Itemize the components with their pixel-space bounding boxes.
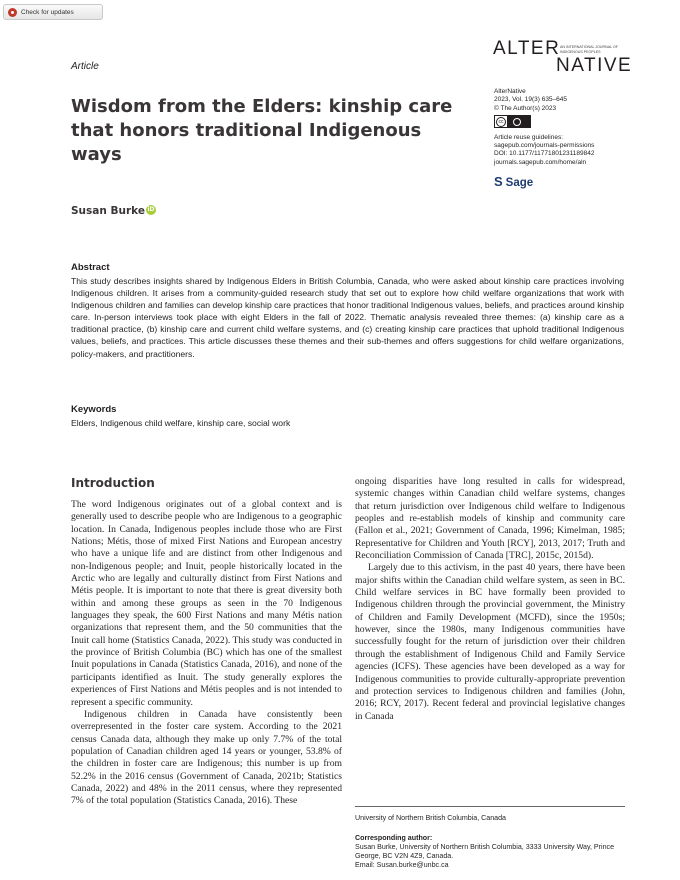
author-affiliation: University of Northern British Columbia, Canada [355,814,507,822]
paragraph: Indigenous children in Canada have consistently been overrepresented in the foster care system. According to the 2021 census Canada data, although they make up only 7.7% of the total population of Canadian children aged 14 years or younger, 53.8% of the children in foster care are Indigenous; this number is up from 52.2% in the 2016 census (Government of Canada, 2021b; Statistics Canada, 2022) and 48% in the 2011 census, where they represented 7% of the total population (Statistics Canada, 2016). These [71,708,342,807]
check-for-updates-label: Check for updates [21,9,74,16]
corresponding-author-email[interactable]: Email: Susan.burke@unbc.ca [355,861,449,870]
corresponding-author-address: Susan Burke, University of Northern British Columbia, 3333 University Way, Prince George, BC V2N 4Z9, Canada. [355,843,615,861]
keywords-text: Elders, Indigenous child welfare, kinship care, social work [71,418,291,428]
doi-link[interactable]: DOI: 10.1177/11771801231189842 [494,150,595,158]
publisher-logo [494,174,533,189]
volume-info: 2023, Vol. 19(3) 635–645 [494,96,568,104]
journal-logo-bottom: NATIVE [556,55,633,76]
journal-logo-top: ALTER [493,38,561,59]
reuse-label: Article reuse guidelines: [494,133,564,141]
paragraph: ongoing disparities have long resulted in calls for widespread, systemic changes within Canadian child welfare systems, changes that return jurisdiction over Indigenous child welfare to Indigenous peoples and re-establish models of kinship and community care (Fallon et al., 2021; Government of Canada, 1996; Kimelman, 1985; Representative for Children and Youth [RCY], 2013, 2017; Truth and Reconciliation Commission of Canada [TRC], 2015c, 2015d). [355,476,625,562]
journal-name: AlterNative [494,88,526,95]
author-line [71,205,156,217]
cc-license-icon[interactable]: cc [494,113,634,133]
abstract-text: This study describes insights shared by Indigenous Elders in British Columbia, Canada, who were asked about kinship care practices involving Indigenous children. It arises from a community-guided research study that set out to explore how child welfare organizations that work with Indigenous children and families can develop kinship care practices that honor traditional Indigenous values, beliefs, and practices around kinship care. In-person interviews took place with eight Elders in the fall of 2022. Thematic analysis revealed three themes: (a) kinship care as a traditional practice, (b) kinship care and current child welfare systems, and (c) creating kinship care practices that uphold traditional Indigenous values, beliefs, and practices. This article discusses these themes and their sub-themes and offers suggestions for child welfare organizations, policy-makers, and practitioners. [71,276,624,359]
introduction-heading: Introduction [71,476,155,490]
corresponding-author-heading: Corresponding author: [355,834,433,842]
author-name: Susan Burke [71,205,145,217]
abstract-heading: Abstract [71,262,110,273]
orcid-icon[interactable]: iD [147,206,155,213]
article-type-label: Article [71,61,99,72]
sage-s-icon: S [494,174,503,189]
journal-link[interactable]: journals.sagepub.com/home/aln [494,158,587,166]
reuse-link[interactable]: sagepub.com/journals-permissions [494,142,595,150]
crossmark-icon [8,8,17,17]
check-for-updates-button[interactable] [3,4,103,20]
article-title: Wisdom from the Elders: kinship care that honors traditional Indigenous ways [71,96,453,165]
journal-logo-tagline: AN INTERNATIONAL JOURNAL OF INDIGENOUS PEOPLES [560,45,618,54]
publisher-name: Sage [505,177,534,189]
keywords-heading: Keywords [71,404,117,415]
paragraph: The word Indigenous originates out of a global context and is generally used to describe people who are Indigenous to a geographic location. In Canada, Indigenous peoples include those who are First Nations; Métis, those of mixed First Nations and European ancestry who have a unique life and are distinct from other Indigenous and non-Indigenous people; and Inuit, people historically located in the Arctic who are legally and culturally distinct from First Nations and Métis people. It is important to note that there is great diversity both within and among these groups as seen in the 70 Indigenous languages they speak, the 600 First Nations and many Métis nation organizations that represent them, and the 50 communities that the Inuit call home (Statistics Canada, 2022). This study was conducted in the province of British Columbia (BC) which has one of the smallest Inuit populations in Canada (Statistics Canada, 2016), and none of the participants identified as Inuit. The study generally explores the experiences of First Nations and Métis peoples and is not intended to represent a specific community. [71,499,342,708]
copyright-line: © The Author(s) 2023 [494,104,557,112]
corresponding-author-info [355,843,625,871]
publication-meta [494,88,634,167]
footnote-divider [355,806,625,807]
body-column-left [71,499,342,808]
body-column-right [355,476,625,723]
paragraph: Largely due to this activism, in the past 40 years, there have been major shifts within the Canadian child welfare system, as seen in BC. Child welfare services in BC have formally been provided to Indigenous children through the provincial government, the Ministry of Children and Family Development (MCFD), since the 1950s; however, since the 1980s, many Indigenous communities have successfully fought for the return of jurisdiction over their children through the establishment of Indigenous Child and Family Service agencies (ICFS). These agencies have been developed as a way for Indigenous communities to provide culturally-appropriate prevention and protection services to Indigenous children and families (John, 2016; RCY, 2017). Recent federal and provincial legislative changes in Canada [355,562,625,722]
